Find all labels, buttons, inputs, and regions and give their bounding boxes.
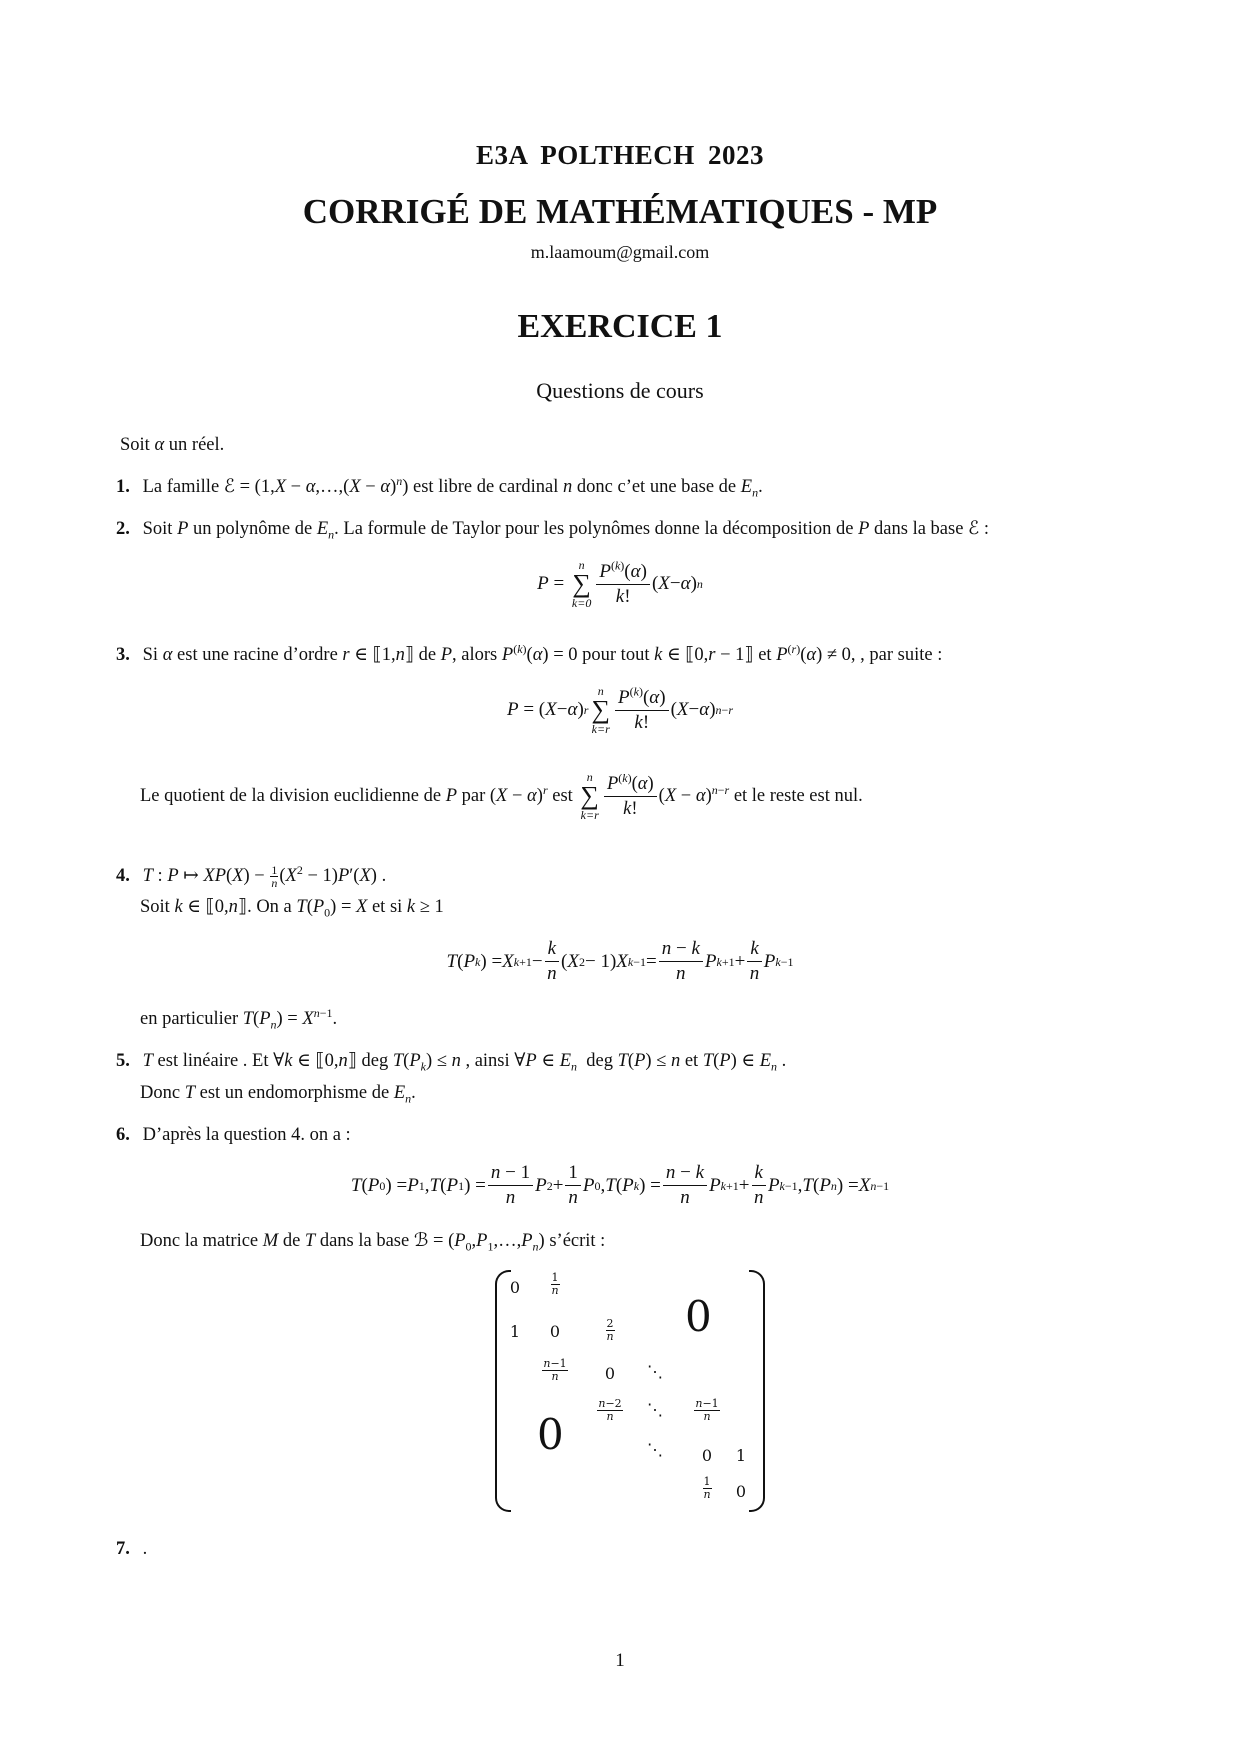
diagonal-dots: ⋱ — [647, 1362, 663, 1381]
matrix-entry: 0 — [604, 1364, 616, 1383]
author-email: m.laamoum@gmail.com — [530, 242, 710, 262]
matrix-entry: $\frac{2}{n}$ — [606, 1317, 614, 1343]
matrix-entry: $\frac{n-2}{n}$ — [598, 1397, 622, 1423]
quotient-conclusion: et le reste est nul. — [733, 786, 863, 806]
exam-title: E3A POLTHECH 2023 — [475, 140, 765, 170]
lower-zero-block: 0 — [537, 1410, 564, 1459]
question-number: 4. — [116, 865, 130, 886]
question-text: Soit P un polynôme de $E_n$. La formule de Taylor pour les polynômes donne la décomposition de P dans la base ℰ : — [142, 519, 990, 542]
matrix-entry: 1 — [735, 1446, 747, 1465]
question-3 — [116, 641, 943, 666]
question-text: T : P ↦ XP(X) − $\frac{1}{n}$ $(X^2 - 1)P'(X)$ . — [142, 862, 387, 890]
matrix-entry: 0 — [549, 1322, 561, 1341]
matrix-entry: 0 — [509, 1278, 521, 1297]
question-4-line2: Soit k ∈ ⟦0,n⟧. On a $T(P_0) = X$ et si k ≥ 1 — [140, 897, 444, 920]
taylor-formula: P = n ∑ k=0 $\frac{P^{(k)}(\alpha)}{k!}$ ( X − α ) n — [537, 558, 703, 610]
quotient-text: Le quotient de la division euclidienne de P par $(X - \alpha)^r$ est — [140, 782, 578, 806]
matrix-entry: 0 — [701, 1446, 713, 1465]
matrix-entry: 0 — [735, 1482, 747, 1501]
quotient-sentence: Le quotient de la division euclidienne de P par $(X - \alpha)^r$ est n ∑ k=r $\frac{P^{(k)}(\alpha)}{k!}$ $(X - \alpha)^{n-r}$ et le reste est nul. — [140, 770, 863, 822]
matrix-entry: $\frac{1}{n}$ — [703, 1475, 711, 1501]
diagonal-dots: ⋱ — [647, 1440, 663, 1459]
question-4 — [116, 864, 386, 889]
exercise-subtitle: Questions de cours — [536, 378, 704, 403]
question-text: T est linéaire . Et ∀k ∈ ⟦0,n⟧ deg $T(P_k) \le n$ , ainsi ∀P ∈ $E_n$ deg T(P) ≤ n et T(P) ∈ $E_n$ . — [142, 1051, 787, 1074]
question-number: 2. — [116, 519, 130, 539]
matrix-entry: $\frac{n-1}{n}$ — [695, 1397, 719, 1423]
intro-text: Soit α un réel. — [120, 435, 225, 455]
transform-formula: T ( P k ) = X k+1 − $\frac{k}{n}$ ( X 2 − 1) X k−1 = $\frac{n - k}{n}$ P k+1 + $\frac{k}{n}$ P k−1 — [446, 938, 794, 984]
root-formula: P = ( X − α ) r n ∑ k=r $\frac{P^{(k)}(\alpha)}{k!}$ ( X − α ) n−r — [506, 684, 733, 736]
question-number: 3. — [116, 645, 130, 665]
question-text: . — [142, 1539, 148, 1559]
right-parenthesis — [749, 1270, 765, 1512]
question-7 — [116, 1538, 147, 1560]
question-4-conclusion: en particulier $T(P_n) = X^{n-1}$. — [140, 1005, 338, 1032]
question-number: 7. — [116, 1539, 130, 1559]
question-1 — [116, 473, 763, 500]
document-title: CORRIGÉ DE MATHÉMATIQUES - MP — [302, 192, 938, 231]
question-6 — [116, 1124, 351, 1146]
question-5 — [116, 1050, 786, 1072]
question-number: 5. — [116, 1051, 130, 1071]
question-text: D’après la question 4. on a : — [142, 1125, 351, 1145]
exercise-title: EXERCICE 1 — [517, 308, 723, 345]
matrix-entry: 1 — [509, 1322, 521, 1341]
question-text: Si α est une racine d’ordre r ∈ ⟦1,n⟧ de P, alors $P^{(k)}(\alpha) = 0$ pour tout k ∈ ⟦0,r − 1⟧ et $P^{(r)}(\alpha) \ne 0$, , par suite : — [142, 641, 943, 665]
matrix-M — [495, 1270, 765, 1510]
upper-zero-block: 0 — [685, 1292, 712, 1341]
question-6-line2: Donc la matrice M de T dans la base ℬ = $(P_0,P_1,\dots,P_n)$ s’écrit : — [140, 1231, 606, 1254]
question-2 — [116, 518, 989, 540]
question-number: 6. — [116, 1125, 130, 1145]
page-number: 1 — [615, 1650, 625, 1671]
matrix-entry: $\frac{1}{n}$ — [551, 1271, 559, 1297]
matrix-entry: $\frac{n-1}{n}$ — [543, 1357, 567, 1383]
left-parenthesis — [495, 1270, 511, 1512]
question-5-line2: Donc T est un endomorphisme de $E_n$. — [140, 1083, 416, 1106]
images-formula: T ( P 0 ) = P 1 , T ( P 1 ) = $\frac{n - 1}{n}$ P 2 + $\frac{1}{n}$ P 0 , T ( P k ) = $\frac{n - k}{n}$ P k+1 + $\frac{k}{n}$ P k−1 , T ( P n ) = X n−1 — [350, 1162, 890, 1208]
question-text: La famille ℰ = (1,X − α,…,(X − α)$^n$) est libre de cardinal n donc c’et une base de $E_n$. — [142, 473, 763, 500]
question-number: 1. — [116, 477, 130, 497]
diagonal-dots: ⋱ — [647, 1400, 663, 1419]
